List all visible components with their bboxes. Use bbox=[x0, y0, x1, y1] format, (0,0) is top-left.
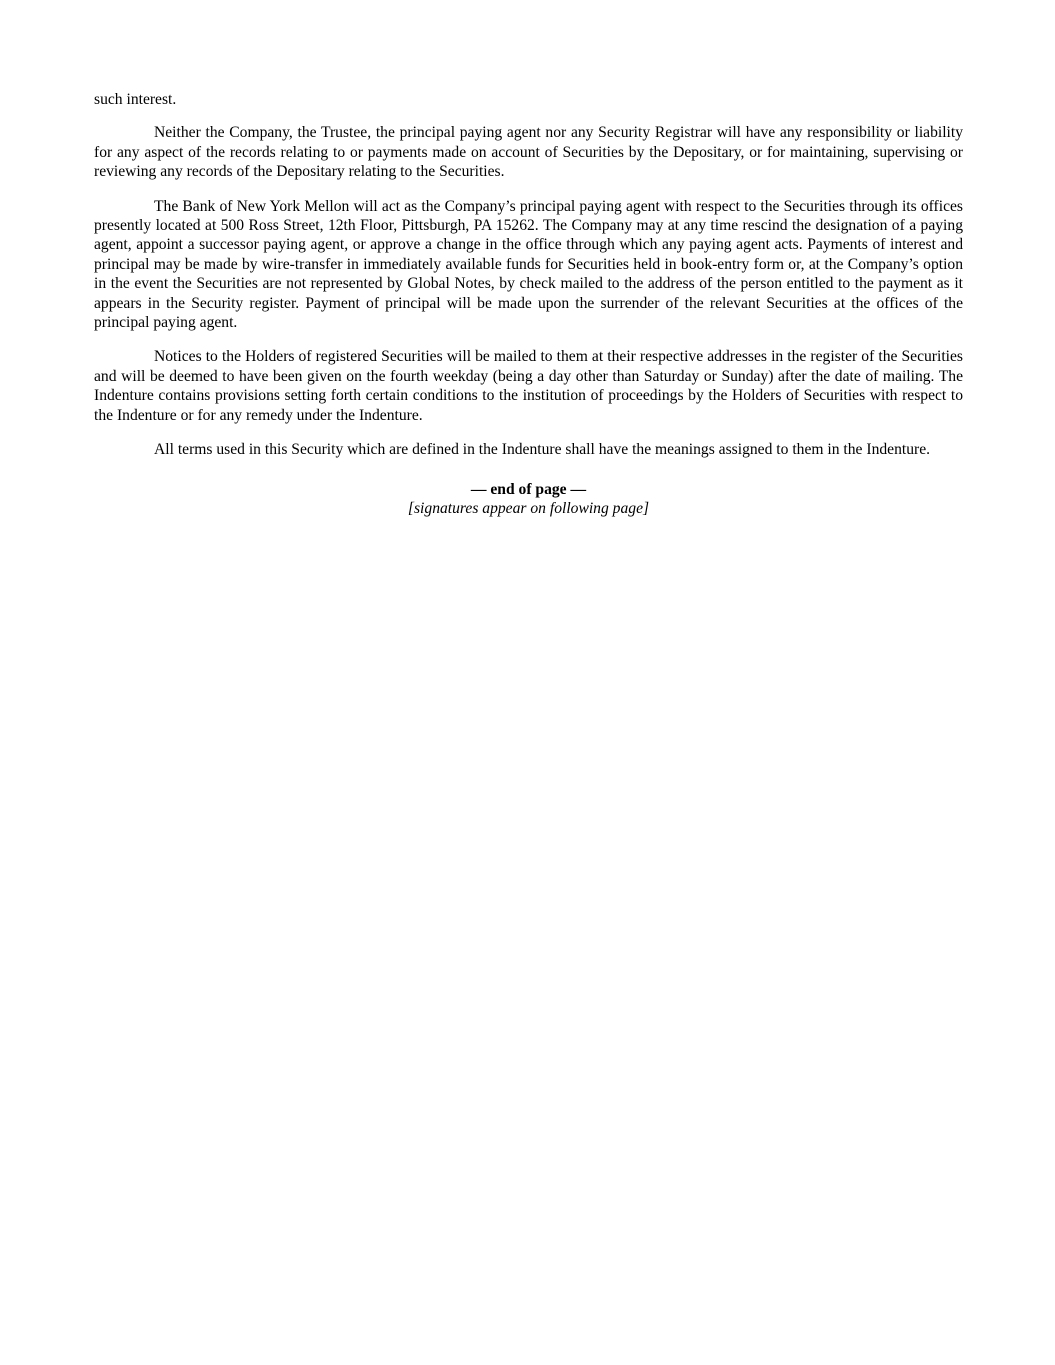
page-closing bbox=[94, 480, 963, 519]
end-of-page-marker: — end of page — bbox=[470, 480, 587, 498]
paragraph-liability: Neither the Company, the Trustee, the principal paying agent nor any Security Registrar will have any responsibility or liability for any aspect of the records relating to or payments made on account of Securities by the Depositary, or for maintaining, supervising or reviewing any records of the Depositary relating to the Securities. bbox=[94, 124, 963, 181]
document-page bbox=[94, 90, 963, 518]
paragraph-paying-agent: The Bank of New York Mellon will act as the Company’s principal paying agent with respect to the Securities through its offices presently located at 500 Ross Street, 12th Floor, Pittsburgh, PA 15262. The Company may at any time rescind the designation of a paying agent, appoint a successor paying agent, or approve a change in the office through which any paying agent acts. Payments of interest and principal may be made by wire-transfer in immediately available funds for Securities held in book-entry form or, at the Company’s option in the event the Securities are not represented by Global Notes, by check mailed to the address of the person entitled to the payment as it appears in the Security register. Payment of principal will be made upon the surrender of the relevant Securities at the offices of the principal paying agent. bbox=[94, 197, 963, 332]
signature-note: [signatures appear on following page] bbox=[407, 499, 650, 517]
paragraph-continuation: such interest. bbox=[94, 91, 177, 108]
paragraph-notices: Notices to the Holders of registered Securities will be mailed to them at their respective addresses in the register of the Securities and will be deemed to have been given on the fourth weekday (being a day other than Saturday or Sunday) after the date of mailing. The Indenture contains provisions setting forth certain conditions to the institution of proceedings by the Holders of Securities with respect to the Indenture or for any remedy under the Indenture. bbox=[94, 348, 963, 424]
paragraph-defined-terms: All terms used in this Security which are defined in the Indenture shall have the meanings assigned to them in the Indenture. bbox=[154, 441, 931, 459]
